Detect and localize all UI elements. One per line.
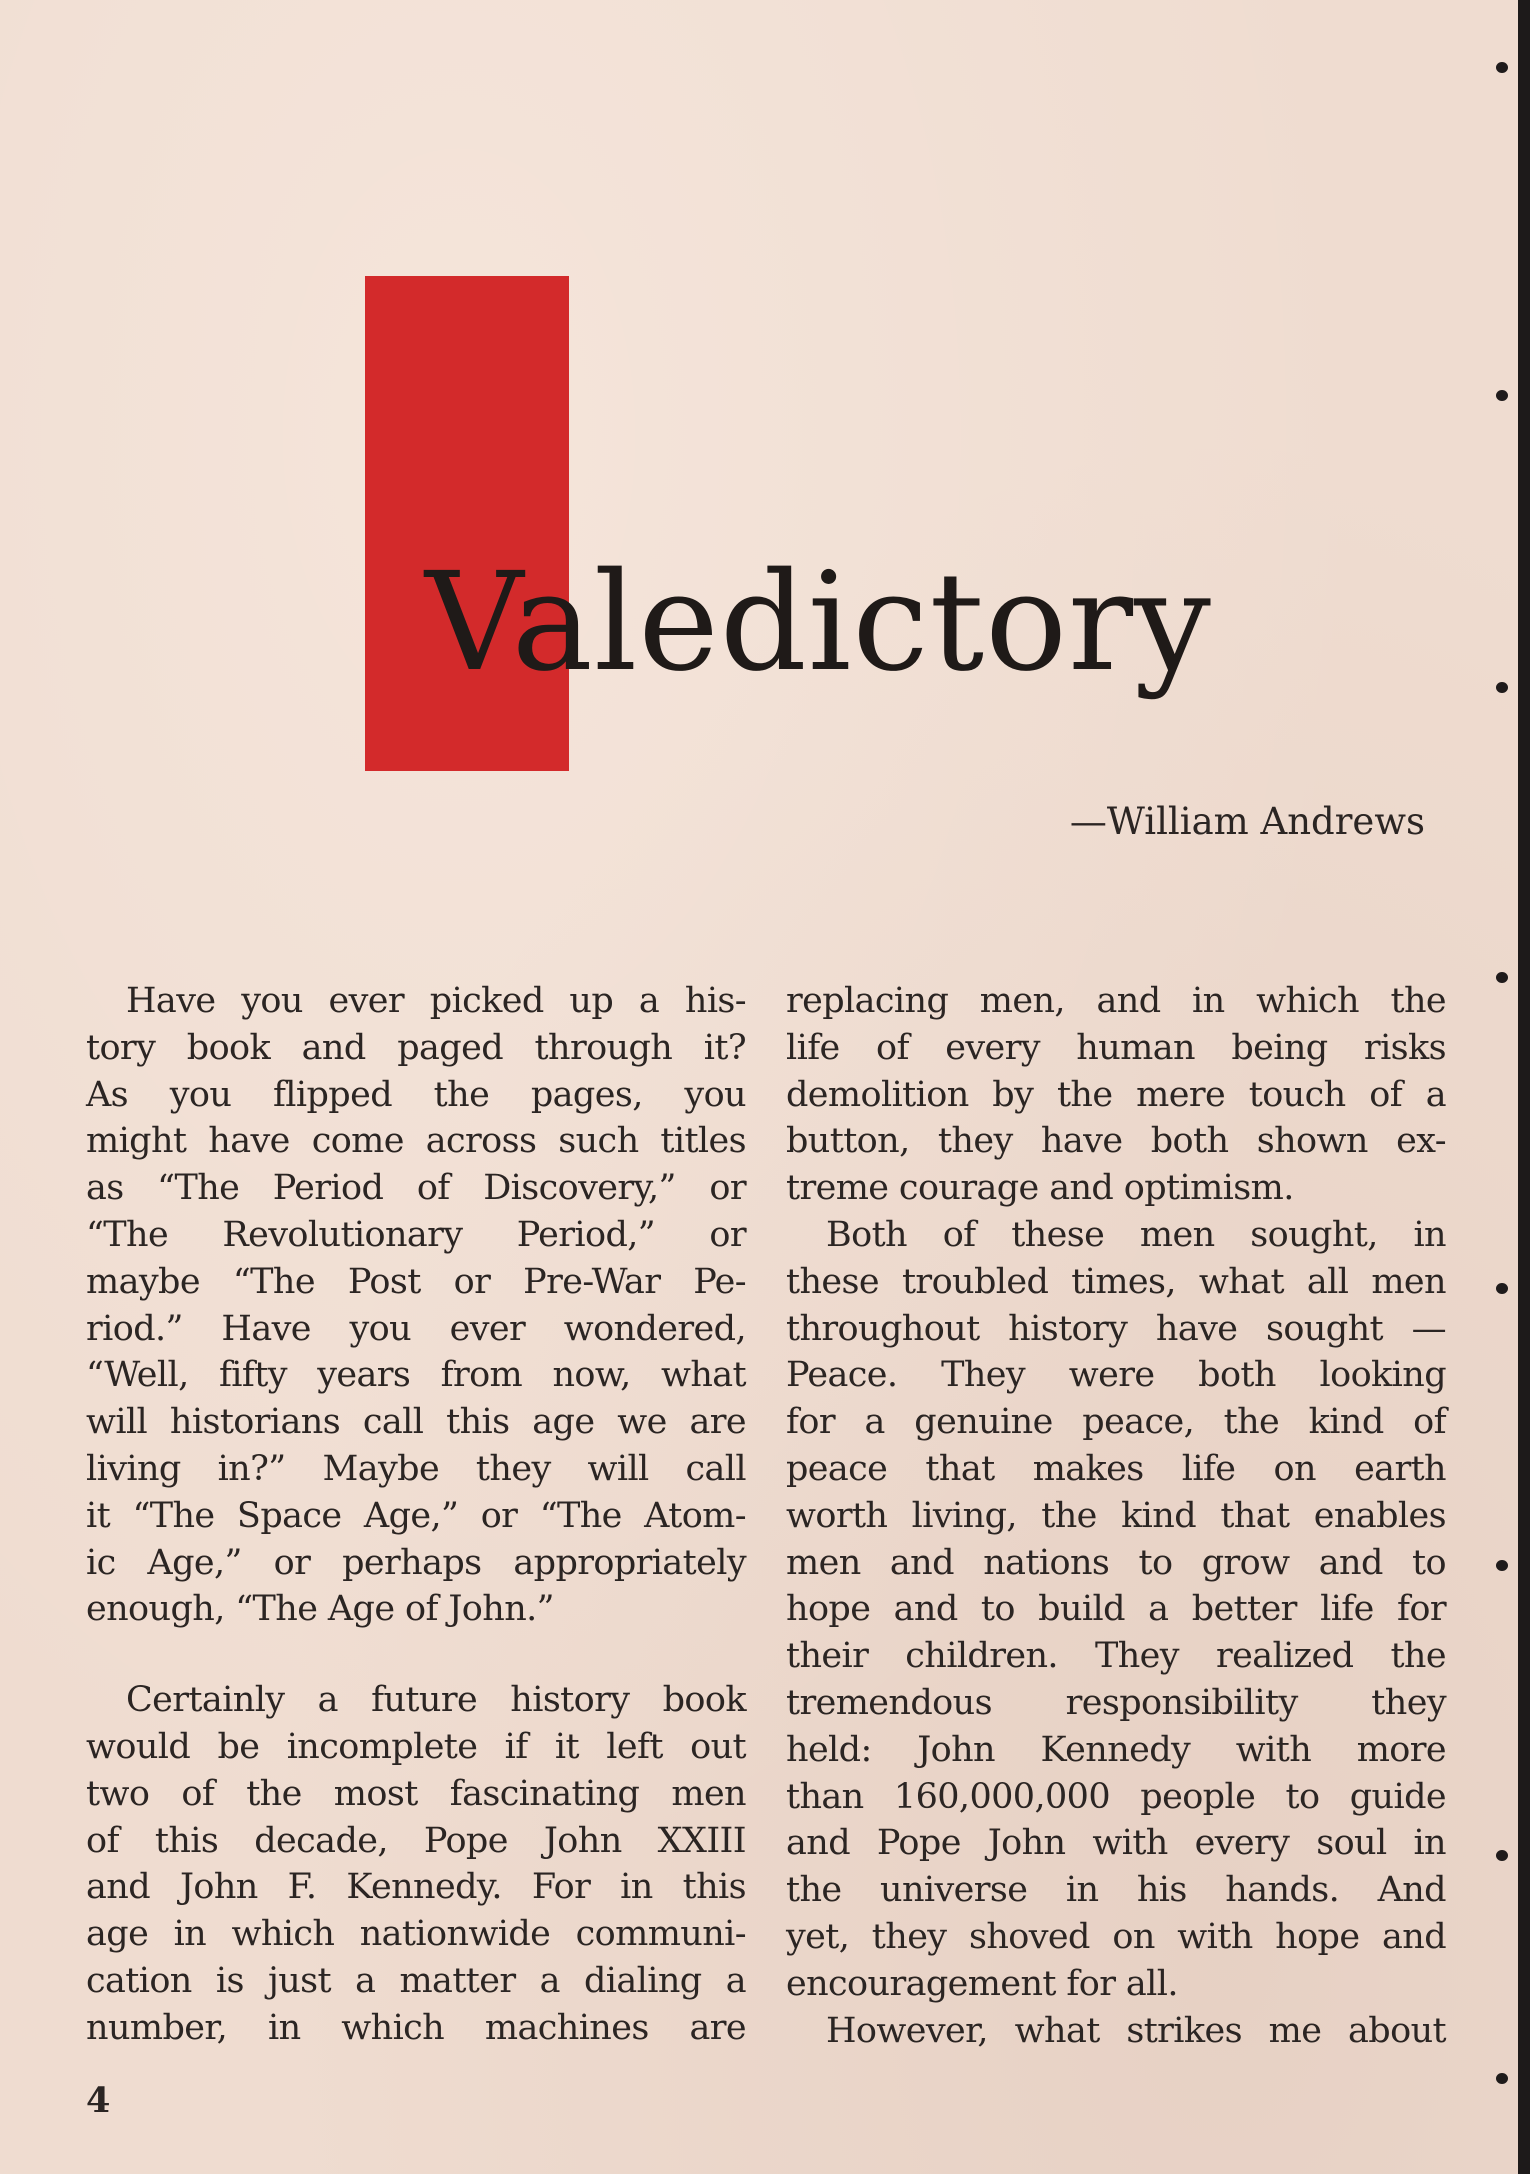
text-line: Certainly a future history book xyxy=(126,1680,746,1721)
text-line: peace that makes life on earth xyxy=(786,1448,1446,1489)
article-title: Valedictory xyxy=(425,544,1212,702)
text-line: the universe in his hands. And xyxy=(786,1870,1446,1911)
text-line: will historians call this age we are xyxy=(86,1402,746,1443)
text-line: Have you ever picked up a his- xyxy=(126,981,746,1021)
text-line: However, what strikes me about xyxy=(826,2010,1446,2051)
binding-hole xyxy=(1496,682,1508,693)
binding-hole xyxy=(1496,2073,1508,2084)
binding-hole xyxy=(1496,1560,1508,1571)
binding-hole xyxy=(1496,62,1508,73)
text-line: these troubled times, what all men xyxy=(786,1261,1446,1302)
text-line: encouragement for all. xyxy=(786,1963,1178,2004)
text-line: throughout history have sought — xyxy=(786,1308,1446,1349)
author-byline: —William Andrews xyxy=(1069,800,1425,843)
text-line: yet, they shoved on with hope and xyxy=(786,1916,1446,1957)
binding-hole xyxy=(1496,1283,1508,1294)
text-line: would be incomplete if it left out xyxy=(86,1726,746,1767)
text-line: than 160,000,000 people to guide xyxy=(786,1776,1446,1817)
text-line: worth living, the kind that enables xyxy=(786,1495,1446,1536)
text-line: their children. They realized the xyxy=(786,1636,1446,1677)
text-line: number, in which machines are xyxy=(86,2007,746,2048)
text-line: treme courage and optimism. xyxy=(786,1168,1294,1209)
text-line: as “The Period of Discovery,” or xyxy=(86,1168,746,1209)
binding-hole xyxy=(1496,1850,1508,1861)
text-line: cation is just a matter a dialing a xyxy=(86,1960,746,2001)
text-line: held: John Kennedy with more xyxy=(786,1729,1446,1770)
text-line: two of the most fascinating men xyxy=(86,1773,746,1814)
text-line: it “The Space Age,” or “The Atom- xyxy=(86,1495,746,1536)
text-line: replacing men, and in which the xyxy=(786,981,1446,1021)
text-line: As you flipped the pages, you xyxy=(86,1074,746,1115)
text-line: of this decade, Pope John XXIII xyxy=(86,1820,746,1861)
text-line: button, they have both shown ex- xyxy=(786,1121,1446,1162)
text-line: and Pope John with every soul in xyxy=(786,1823,1446,1864)
text-line: “Well, fifty years from now, what xyxy=(86,1355,746,1396)
text-line: tory book and paged through it? xyxy=(86,1027,746,1068)
text-line: “The Revolutionary Period,” or xyxy=(86,1214,746,1255)
text-line: Both of these men sought, in xyxy=(826,1214,1446,1255)
text-line: age in which nationwide communi- xyxy=(86,1914,746,1955)
text-line: enough, “The Age of John.” xyxy=(86,1589,554,1630)
text-line: ic Age,” or perhaps appropriately xyxy=(86,1542,746,1583)
paragraph-gap xyxy=(86,1633,746,1677)
text-line: for a genuine peace, the kind of xyxy=(786,1402,1446,1443)
text-line: and John F. Kennedy. For in this xyxy=(86,1867,746,1908)
left-column xyxy=(86,978,746,2052)
text-line: men and nations to grow and to xyxy=(786,1542,1446,1583)
text-line: demolition by the mere touch of a xyxy=(786,1074,1446,1115)
page-number: 4 xyxy=(86,2080,111,2121)
text-line: maybe “The Post or Pre-War Pe- xyxy=(86,1261,746,1302)
right-column xyxy=(786,978,1446,2054)
page-edge xyxy=(1518,0,1530,2174)
text-line: tremendous responsibility they xyxy=(786,1682,1446,1723)
binding-hole xyxy=(1496,390,1508,401)
text-line: hope and to build a better life for xyxy=(786,1589,1446,1630)
text-line: life of every human being risks xyxy=(786,1027,1446,1068)
text-line: living in?” Maybe they will call xyxy=(86,1448,746,1489)
text-line: riod.” Have you ever wondered, xyxy=(86,1308,746,1349)
text-line: Peace. They were both looking xyxy=(786,1355,1446,1396)
binding-hole xyxy=(1496,972,1508,983)
text-line: might have come across such titles xyxy=(86,1121,746,1162)
